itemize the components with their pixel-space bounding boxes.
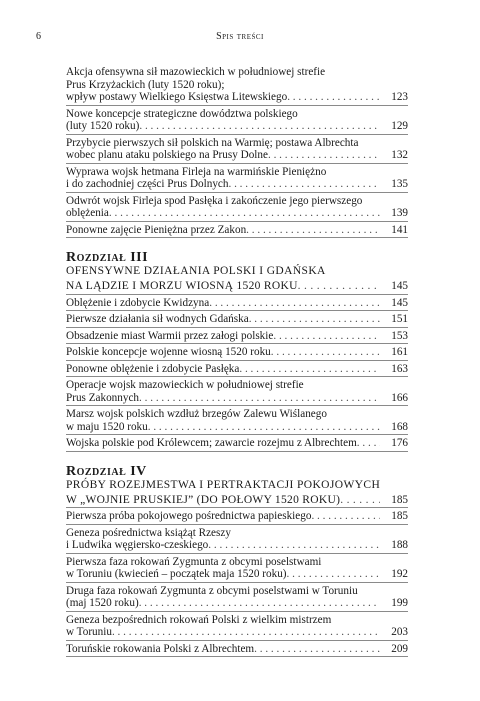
page-ref: 192 — [380, 568, 408, 581]
page-number: 6 — [36, 31, 41, 42]
toc-entry — [66, 377, 408, 406]
toc-entry — [66, 554, 408, 583]
page-ref: 151 — [380, 313, 408, 326]
entry-title: Pierwsze działania sił wodnych Gdańska . . . — [66, 313, 380, 326]
chapter-title-line: OFENSYWNE DZIAŁANIA POLSKI I GDAŃSKA — [66, 265, 326, 277]
toc-entry — [66, 435, 408, 452]
entry-title: Wojska polskie pod Królewcem; zawarcie rozejmu z Albrechtem . . . — [66, 437, 380, 450]
page-ref: 123 — [380, 91, 408, 104]
entry-title: Odwrót wojsk Firleja spod Pasłęka i zakończenie jego pierwszego oblężenia . . . — [66, 195, 380, 220]
toc-entry — [66, 612, 408, 641]
entry-title: Polskie koncepcje wojenne wiosną 1520 roku . . . — [66, 346, 380, 359]
chapter-3 — [66, 250, 408, 452]
chapter-label: Rozdział III — [66, 250, 149, 265]
entry-title: Ponowne oblężenie i zdobycie Pasłęka . . . — [66, 363, 380, 376]
entry-title: Toruńskie rokowania Polski z Albrechtem . . . — [66, 643, 380, 656]
page-ref: 129 — [380, 120, 408, 133]
table-of-contents — [66, 64, 408, 657]
toc-entry — [66, 583, 408, 612]
page-ref: 139 — [380, 207, 408, 220]
page-ref: 185 — [380, 494, 408, 507]
page-ref: 153 — [380, 330, 408, 343]
chapter-4-entries — [66, 508, 408, 657]
toc-entry — [66, 295, 408, 312]
chapter-3-entries — [66, 295, 408, 452]
entry-title: Akcja ofensywna sił mazowieckich w południowej strefie Prus Krzyżackich (luty 1520 roku); wpływ postawy Wielkiego Księstwa Litewskiego . . . — [66, 66, 380, 104]
toc-entry — [66, 193, 408, 222]
toc-entries-top — [66, 64, 408, 238]
running-head: Spis treści — [216, 31, 264, 42]
page-ref: 163 — [380, 363, 408, 376]
entry-title: Pierwsza próba pokojowego pośrednictwa papieskiego . . . — [66, 510, 380, 523]
chapter-4 — [66, 464, 408, 658]
page-ref: 161 — [380, 346, 408, 359]
toc-entry — [66, 164, 408, 193]
page-ref: 199 — [380, 597, 408, 610]
page-ref: 185 — [380, 510, 408, 523]
chapter-title-entry — [66, 278, 408, 295]
page-ref: 176 — [380, 437, 408, 450]
entry-title: Pierwsza faza rokowań Zygmunta z obcymi poselstwami w Toruniu (kwiecień – początek maja 1520 roku) . . . — [66, 556, 380, 581]
page-ref: 209 — [380, 643, 408, 656]
toc-entry — [66, 641, 408, 658]
page-ref: 145 — [380, 297, 408, 310]
entry-title: Wyprawa wojsk hetmana Firleja na warmińskie Pieniężno i do zachodniej części Prus Dolnych . . . — [66, 166, 380, 191]
toc-entry — [66, 222, 408, 239]
toc-entry — [66, 344, 408, 361]
toc-entry — [66, 311, 408, 328]
entry-title: Druga faza rokowań Zygmunta z obcymi poselstwami w Toruniu (maj 1520 roku) . . . — [66, 585, 380, 610]
entry-title: Geneza pośrednictwa książąt Rzeszy i Ludwika węgiersko-czeskiego . . . — [66, 527, 380, 552]
entry-title: Geneza bezpośrednich rokowań Polski z wielkim mistrzem w Toruniu . . . — [66, 614, 380, 639]
page-ref: 166 — [380, 392, 408, 405]
page-ref: 135 — [380, 178, 408, 191]
page-ref: 132 — [380, 149, 408, 162]
chapter-title-line: NA LĄDZIE I MORZU WIOSNĄ 1520 ROKU . . . — [66, 280, 380, 293]
toc-entry — [66, 328, 408, 345]
chapter-title-line: W „WOJNIE PRUSKIEJ” (DO POŁOWY 1520 ROKU) . . . — [66, 494, 380, 507]
toc-entry — [66, 106, 408, 135]
page-ref: 141 — [380, 224, 408, 237]
entry-title: Przybycie pierwszych sił polskich na Warmię; postawa Albrechta wobec planu ataku polskiego na Prusy Dolne . . . — [66, 137, 380, 162]
toc-entry — [66, 508, 408, 525]
toc-entry — [66, 64, 408, 106]
chapter-title-line: PRÓBY ROZEJMESTWA I PERTRAKTACJI POKOJOWYCH — [66, 478, 381, 491]
page-ref: 188 — [380, 539, 408, 552]
toc-entry — [66, 406, 408, 435]
chapter-title-entry — [66, 492, 408, 509]
page-ref: 203 — [380, 626, 408, 639]
page-ref: 145 — [380, 280, 408, 293]
toc-entry — [66, 135, 408, 164]
toc-entry — [66, 361, 408, 378]
entry-title: Ponowne zajęcie Pieniężna przez Zakon . . . — [66, 224, 380, 237]
entry-title: Nowe koncepcje strategiczne dowództwa polskiego (luty 1520 roku) . . . — [66, 108, 380, 133]
page-ref: 168 — [380, 421, 408, 434]
entry-title: Obsadzenie miast Warmii przez załogi polskie . . . — [66, 330, 380, 343]
entry-title: Operacje wojsk mazowieckich w południowej strefie Prus Zakonnych . . . — [66, 379, 380, 404]
toc-entry — [66, 525, 408, 554]
entry-title: Marsz wojsk polskich wzdłuż brzegów Zalewu Wiślanego w maju 1520 roku . . . — [66, 408, 380, 433]
chapter-label: Rozdział IV — [66, 463, 147, 479]
entry-title: Oblężenie i zdobycie Kwidzyna . . . — [66, 297, 380, 310]
